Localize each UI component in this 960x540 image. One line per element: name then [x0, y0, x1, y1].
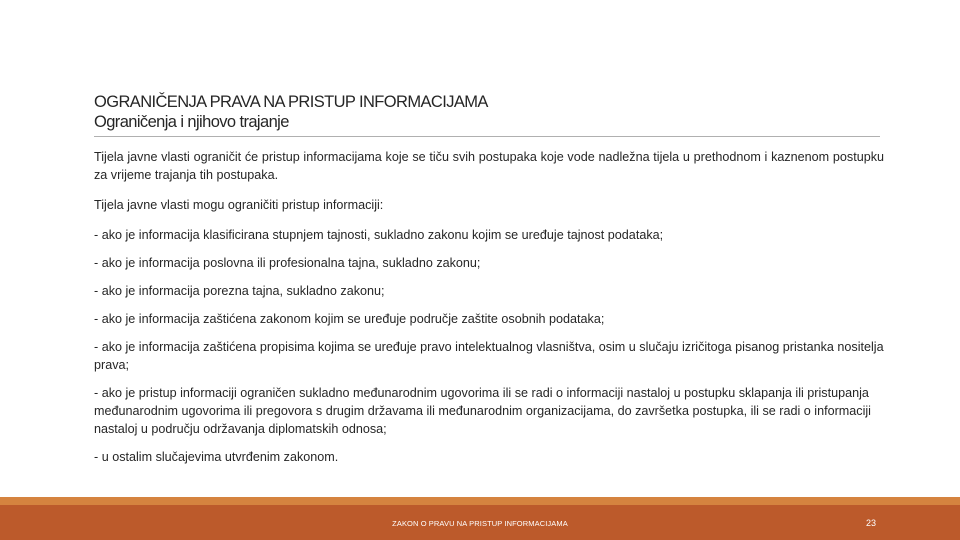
slide-title: OGRANIČENJA PRAVA NA PRISTUP INFORMACIJAMA [94, 93, 488, 111]
list-item-classified: - ako je informacija klasificirana stupnjem tajnosti, sukladno zakonu kojim se uređuje tajnost podataka; [94, 228, 664, 242]
list-item-intellectual-property: - ako je informacija zaštićena propisima kojima se uređuje pravo intelektualnog vlasništva, osim u slučaju izričitoga pisanog pristanka nositelja prava; [94, 340, 884, 372]
footer-text: ZAKON O PRAVU NA PRISTUP INFORMACIJAMA [392, 519, 568, 528]
list-item-international-agreements: - ako je pristup informaciji ograničen sukladno međunarodnim ugovorima ili se radi o informaciji nastaloj u postupku sklapanja ili pristupanja međunarodnim ugovorima ili pregovora s drugim državama ili međunarodnim organizacijama, do završetka postupka, ili se radi o informaciji nastaloj u području održavanja diplomatskih odnosa; [94, 386, 871, 436]
list-item-business-secret: - ako je informacija poslovna ili profesionalna tajna, sukladno zakonu; [94, 256, 481, 270]
list-item-tax-secret: - ako je informacija porezna tajna, sukladno zakonu; [94, 284, 385, 298]
body-content [94, 148, 884, 476]
paragraph-intro: Tijela javne vlasti ograničit će pristup informacijama koje se tiču svih postupaka koje vode nadležna tijela u prethodnom i kaznenom postupku za vrijeme trajanja tih postupaka. [94, 150, 884, 182]
title-block [94, 92, 884, 132]
footer-stripe [0, 497, 960, 505]
list-item-personal-data: - ako je informacija zaštićena zakonom kojim se uređuje područje zaštite osobnih podataka; [94, 312, 605, 326]
title-divider [94, 136, 880, 137]
paragraph-lead: Tijela javne vlasti mogu ograničiti pristup informaciji: [94, 198, 384, 212]
page-number: 23 [865, 518, 876, 528]
slide-subtitle: Ograničenja i njihovo trajanje [94, 113, 289, 131]
footer-bar [0, 505, 960, 540]
list-item-other-cases: - u ostalim slučajevima utvrđenim zakonom. [94, 450, 339, 464]
